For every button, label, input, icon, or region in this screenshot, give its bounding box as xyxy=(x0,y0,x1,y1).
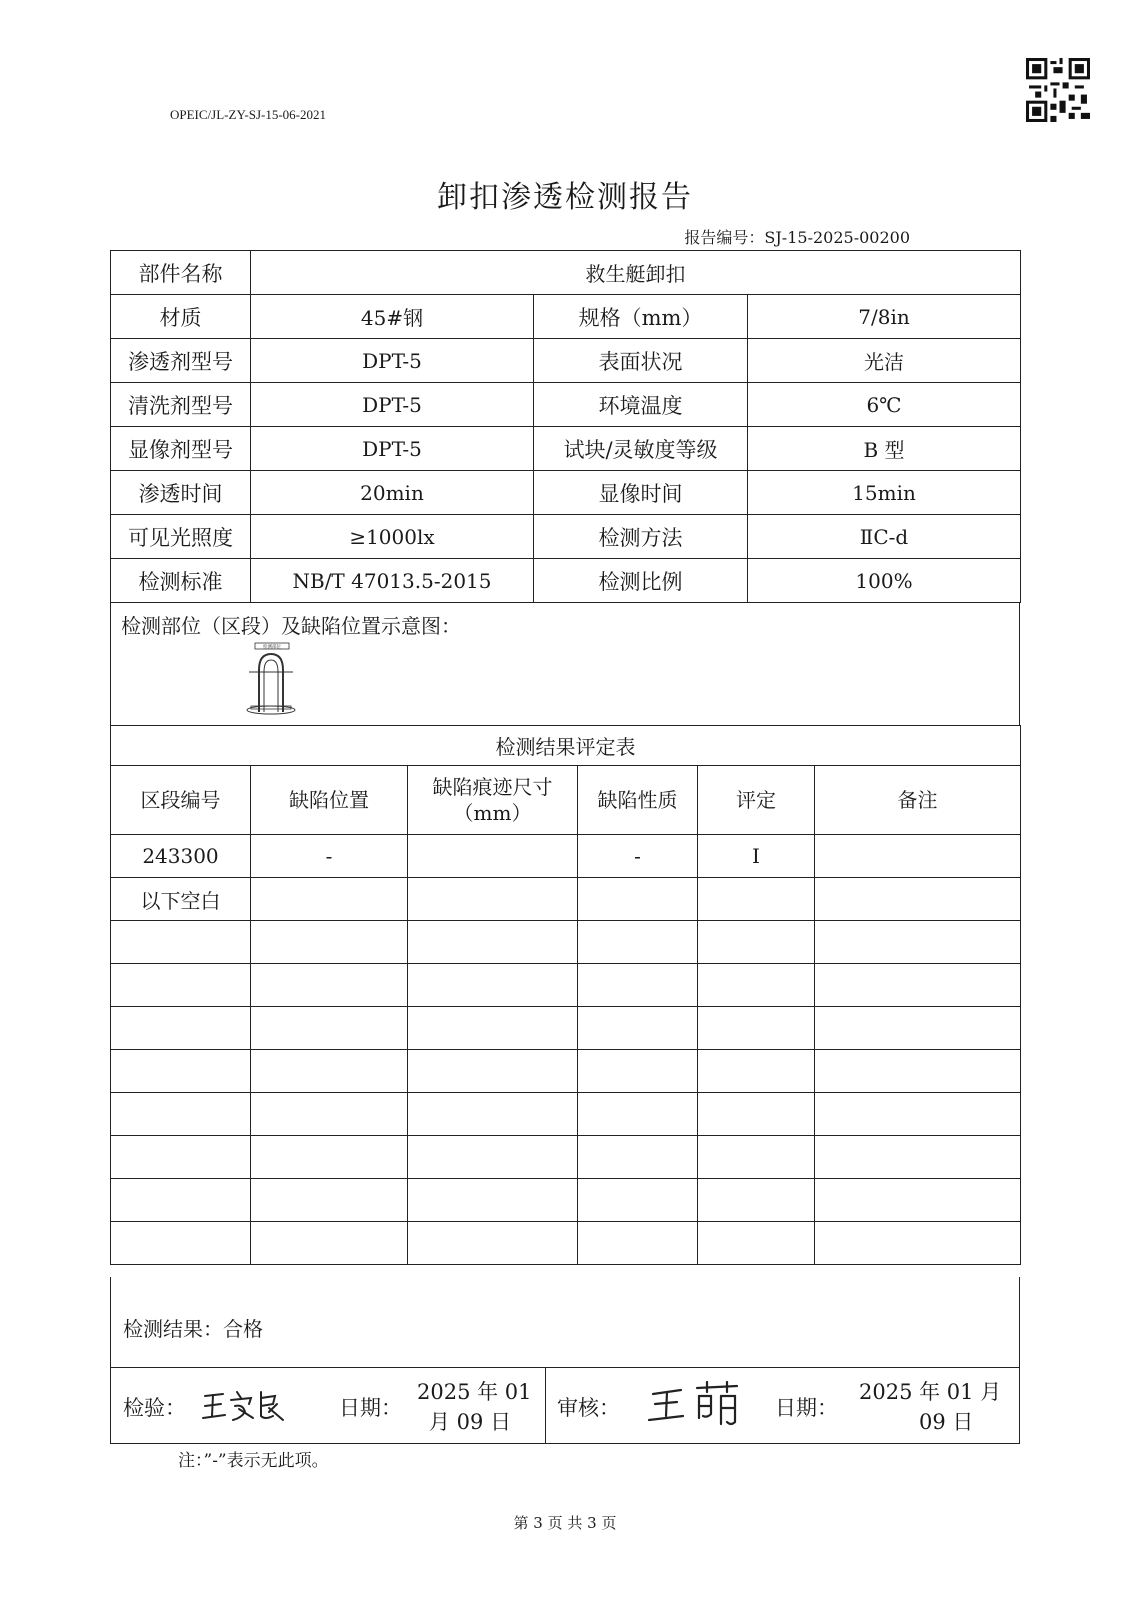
signoff-divider xyxy=(545,1368,546,1443)
table-cell xyxy=(408,964,578,1007)
table-cell xyxy=(111,964,251,1007)
table-cell xyxy=(578,921,698,964)
reviewer-signature xyxy=(647,1378,757,1432)
table-cell xyxy=(251,1093,408,1136)
info-row xyxy=(111,515,1021,559)
table-cell xyxy=(698,921,815,964)
part-name-value: 救生艇卸扣 xyxy=(251,251,1021,295)
info-value: 100% xyxy=(748,559,1021,603)
table-cell xyxy=(251,921,408,964)
info-value: 6℃ xyxy=(748,383,1021,427)
reviewer-label: 审核： xyxy=(557,1396,620,1420)
inspector-date-line1: 2025 年 01 xyxy=(417,1380,532,1404)
table-row xyxy=(111,1007,1021,1050)
table-cell xyxy=(578,1050,698,1093)
table-cell xyxy=(408,1007,578,1050)
info-row xyxy=(111,471,1021,515)
document-code: OPEIC/JL-ZY-SJ-15-06-2021 xyxy=(170,107,326,122)
table-cell xyxy=(251,1007,408,1050)
table-row xyxy=(111,878,1021,921)
info-label: 渗透时间 xyxy=(111,471,251,515)
table-cell xyxy=(815,878,1021,921)
info-value: 15min xyxy=(748,471,1021,515)
table-cell xyxy=(698,1007,815,1050)
results-column-header: 备注 xyxy=(815,766,1021,835)
table-cell xyxy=(698,1093,815,1136)
table-cell xyxy=(578,1222,698,1265)
table-cell xyxy=(251,1136,408,1179)
info-value: 7/8in xyxy=(748,295,1021,339)
info-label: 检测标准 xyxy=(111,559,251,603)
info-table xyxy=(110,250,1021,603)
sketch-caption: 检测部位 xyxy=(263,645,281,650)
table-row xyxy=(111,964,1021,1007)
info-value: DPT-5 xyxy=(251,339,534,383)
info-row xyxy=(111,339,1021,383)
inspector-signature xyxy=(199,1382,299,1426)
inspector-label: 检验： xyxy=(123,1396,186,1420)
table-cell xyxy=(815,1179,1021,1222)
table-row xyxy=(111,1179,1021,1222)
table-cell: 243300 xyxy=(111,835,251,878)
info-value: 光洁 xyxy=(748,339,1021,383)
table-cell xyxy=(408,1222,578,1265)
table-cell xyxy=(815,1222,1021,1265)
info-label: 检测比例 xyxy=(534,559,748,603)
results-column-header: 缺陷位置 xyxy=(251,766,408,835)
reviewer-date-label: 日期： xyxy=(775,1396,838,1420)
inspector-date-label: 日期： xyxy=(339,1396,402,1420)
table-cell xyxy=(815,835,1021,878)
shackle-sketch-icon xyxy=(241,642,301,720)
table-cell xyxy=(815,1093,1021,1136)
table-cell xyxy=(698,964,815,1007)
table-cell xyxy=(408,1179,578,1222)
info-label: 渗透剂型号 xyxy=(111,339,251,383)
results-column-header: 区段编号 xyxy=(111,766,251,835)
table-row xyxy=(111,1093,1021,1136)
table-cell: 以下空白 xyxy=(111,878,251,921)
diagram-section xyxy=(110,602,1020,725)
info-value: 45#钢 xyxy=(251,295,534,339)
info-label: 环境温度 xyxy=(534,383,748,427)
table-row xyxy=(111,1136,1021,1179)
table-cell xyxy=(111,1222,251,1265)
table-cell: - xyxy=(578,835,698,878)
info-label: 材质 xyxy=(111,295,251,339)
page-number: 第 3 页 共 3 页 xyxy=(513,1514,617,1532)
info-row xyxy=(111,383,1021,427)
report-number: 报告编号：SJ-15-2025-00200 xyxy=(684,228,910,247)
info-value: ⅡC-d xyxy=(748,515,1021,559)
table-cell xyxy=(578,878,698,921)
table-cell xyxy=(578,1007,698,1050)
info-row xyxy=(111,295,1021,339)
reviewer-date-line2: 09 日 xyxy=(919,1410,974,1434)
info-row xyxy=(111,427,1021,471)
table-cell xyxy=(578,1136,698,1179)
table-cell xyxy=(578,1179,698,1222)
results-table xyxy=(110,725,1021,1265)
results-title: 检测结果评定表 xyxy=(111,726,1021,766)
conclusion-text: 检测结果：合格 xyxy=(123,1317,263,1341)
table-cell xyxy=(578,1093,698,1136)
info-value: 20min xyxy=(251,471,534,515)
signoff-section xyxy=(110,1367,1020,1444)
info-label: 清洗剂型号 xyxy=(111,383,251,427)
report-title: 卸扣渗透检测报告 xyxy=(437,180,693,215)
table-cell xyxy=(698,1179,815,1222)
table-cell xyxy=(251,1222,408,1265)
table-cell xyxy=(408,835,578,878)
results-column-header: 评定 xyxy=(698,766,815,835)
qr-code-icon xyxy=(1026,58,1090,122)
info-label: 表面状况 xyxy=(534,339,748,383)
table-cell xyxy=(408,878,578,921)
info-value: ≥1000lx xyxy=(251,515,534,559)
table-cell xyxy=(111,1007,251,1050)
info-value: B 型 xyxy=(748,427,1021,471)
table-cell xyxy=(111,1136,251,1179)
results-column-header: 缺陷性质 xyxy=(578,766,698,835)
table-cell xyxy=(251,964,408,1007)
table-cell xyxy=(111,1050,251,1093)
info-label: 试块/灵敏度等级 xyxy=(534,427,748,471)
conclusion-section xyxy=(110,1277,1020,1368)
table-cell xyxy=(251,1050,408,1093)
table-cell xyxy=(815,1050,1021,1093)
info-label: 可见光照度 xyxy=(111,515,251,559)
info-label: 显像时间 xyxy=(534,471,748,515)
table-cell xyxy=(815,1007,1021,1050)
info-label: 规格（mm） xyxy=(534,295,748,339)
info-value: DPT-5 xyxy=(251,427,534,471)
table-cell xyxy=(698,1136,815,1179)
table-cell xyxy=(408,921,578,964)
reviewer-date-line1: 2025 年 01 月 xyxy=(859,1380,1002,1404)
table-row xyxy=(111,1050,1021,1093)
table-cell xyxy=(408,1093,578,1136)
part-name-label: 部件名称 xyxy=(111,251,251,295)
table-cell xyxy=(111,921,251,964)
footnote: 注：”-”表示无此项。 xyxy=(178,1451,329,1471)
inspector-date-line2: 月 09 日 xyxy=(429,1410,512,1434)
table-cell xyxy=(698,1222,815,1265)
table-cell xyxy=(408,1136,578,1179)
info-value: DPT-5 xyxy=(251,383,534,427)
table-cell xyxy=(698,878,815,921)
table-cell xyxy=(578,964,698,1007)
table-cell: Ⅰ xyxy=(698,835,815,878)
table-cell xyxy=(698,1050,815,1093)
table-cell xyxy=(815,964,1021,1007)
table-cell: - xyxy=(251,835,408,878)
table-row xyxy=(111,835,1021,878)
table-row xyxy=(111,1222,1021,1265)
results-column-header: 缺陷痕迹尺寸（mm） xyxy=(408,766,578,835)
table-row xyxy=(111,921,1021,964)
table-cell xyxy=(815,1136,1021,1179)
table-cell xyxy=(111,1179,251,1222)
table-cell xyxy=(111,1093,251,1136)
table-cell xyxy=(251,1179,408,1222)
info-label: 检测方法 xyxy=(534,515,748,559)
info-row xyxy=(111,559,1021,603)
table-cell xyxy=(251,878,408,921)
table-cell xyxy=(815,921,1021,964)
diagram-label: 检测部位（区段）及缺陷位置示意图： xyxy=(121,614,461,638)
table-cell xyxy=(408,1050,578,1093)
info-label: 显像剂型号 xyxy=(111,427,251,471)
info-value: NB/T 47013.5-2015 xyxy=(251,559,534,603)
